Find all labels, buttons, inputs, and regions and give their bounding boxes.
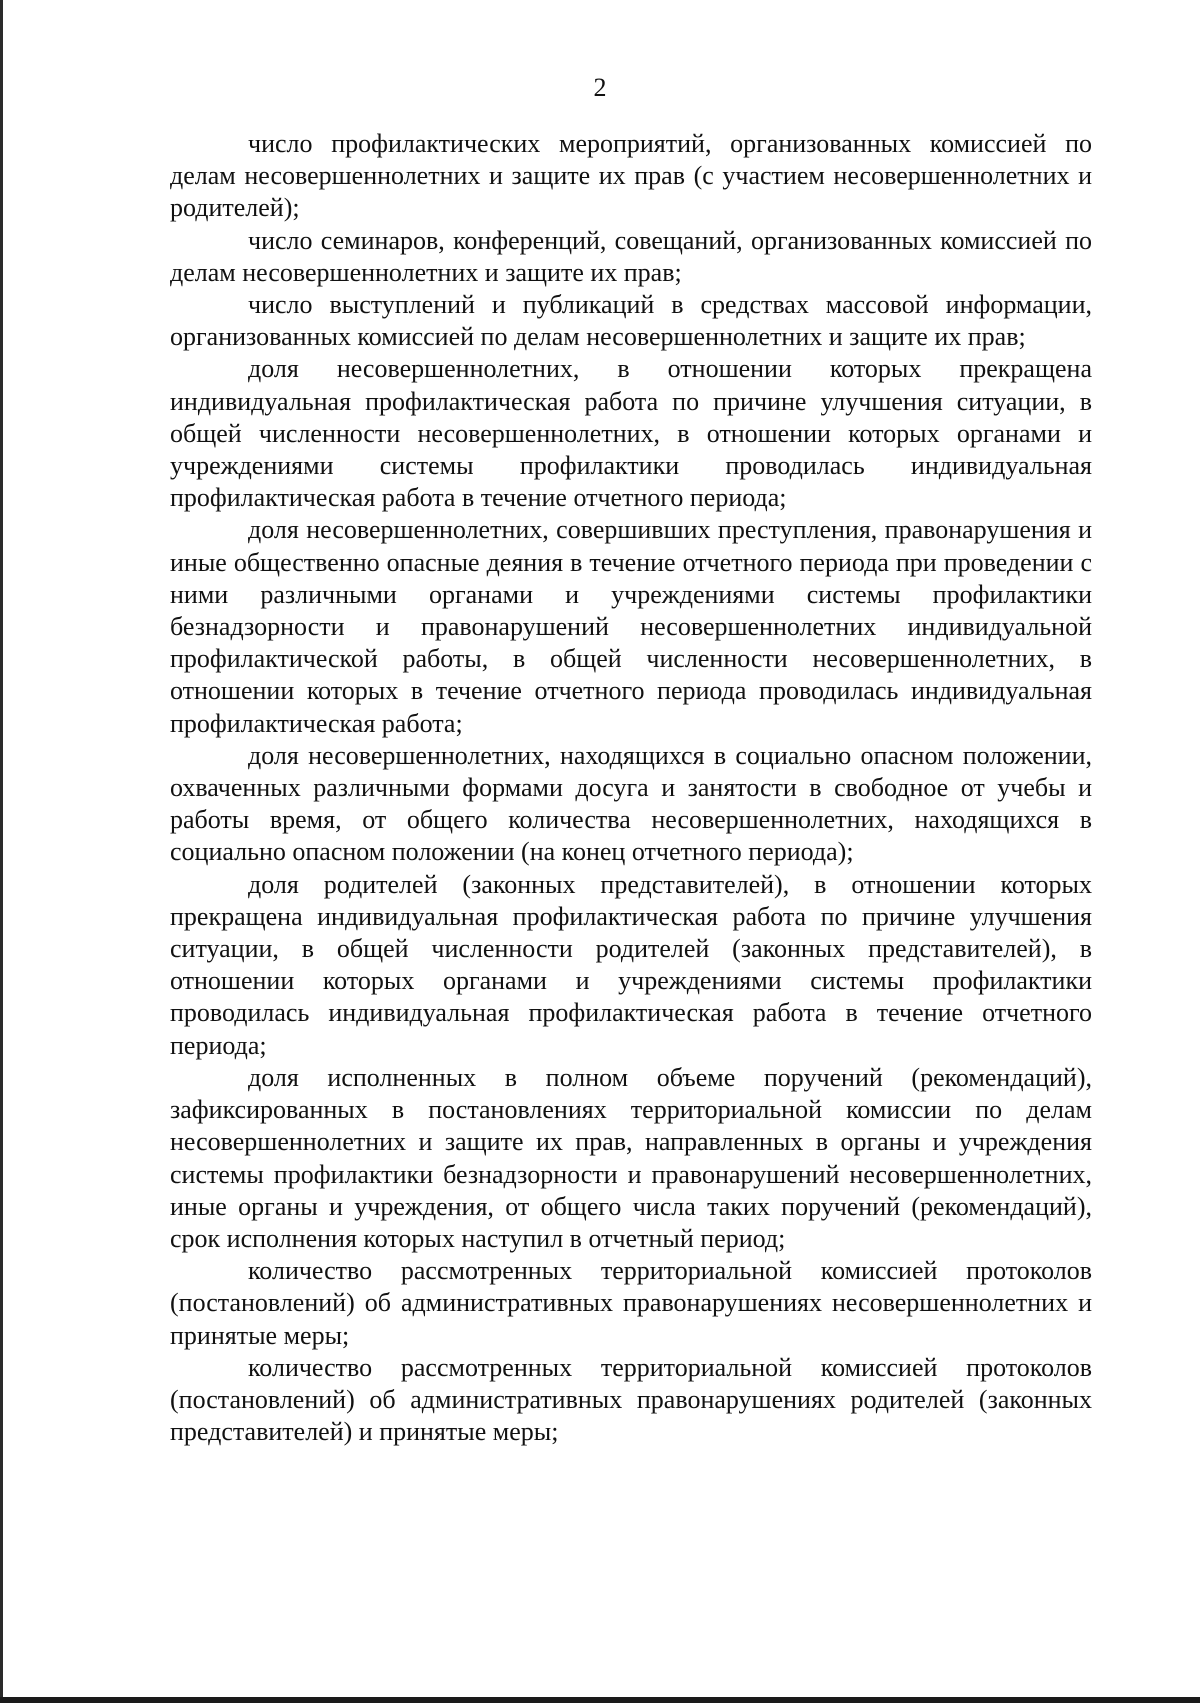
paragraph: доля несовершеннолетних, находящихся в социально опасном положении, охваченных различными формами досуга и занятости в свободное от учебы и работы время, от общего количества несовершеннолетних, находящихся в социально опасном положении (на конец отчетного периода);: [170, 740, 1092, 867]
page-number: 2: [593, 73, 607, 102]
paragraph: число профилактических мероприятий, организованных комиссией по делам несовершеннолетних и защите их прав (с участием несовершеннолетних и родителей);: [170, 129, 1092, 223]
paragraph: доля родителей (законных представителей), в отношении которых прекращена индивидуальная профилактическая работа по причине улучшения ситуации, в общей численности родителей (законных представителей), в отношении которых органами и учреждениями системы профилактики проводилась индивидуальная профилактическая работа в течение отчетного периода;: [170, 869, 1092, 1060]
paragraph: количество рассмотренных территориальной комиссией протоколов (постановлений) об административных правонарушениях несовершеннолетних и принятые меры;: [170, 1256, 1092, 1350]
paragraph: доля несовершеннолетних, в отношении которых прекращена индивидуальная профилактическая работа по причине улучшения ситуации, в общей численности несовершеннолетних, в отношении которых органами и учреждениями системы профилактики проводилась индивидуальная профилактическая работа в течение отчетного периода;: [170, 354, 1092, 513]
paragraph: число семинаров, конференций, совещаний, организованных комиссией по делам несовершеннолетних и защите их прав;: [170, 225, 1092, 287]
paragraph: число выступлений и публикаций в средствах массовой информации, организованных комиссией по делам несовершеннолетних и защите их прав;: [170, 290, 1092, 352]
paragraph: доля исполненных в полном объеме поручений (рекомендаций), зафиксированных в постановлениях территориальной комиссии по делам несовершеннолетних и защите их прав, направленных в органы и учреждения системы профилактики безнадзорности и правонарушений несовершеннолетних, иные органы и учреждения, от общего числа таких поручений (рекомендаций), срок исполнения которых наступил в отчетный период;: [170, 1062, 1092, 1253]
scan-left-edge: [0, 0, 3, 1703]
paragraph: количество рассмотренных территориальной комиссией протоколов (постановлений) об административных правонарушениях родителей (законных представителей) и принятые меры;: [170, 1352, 1092, 1447]
scan-bottom-edge: [0, 1697, 1200, 1703]
document-body: [170, 128, 1092, 1448]
paragraph: доля несовершеннолетних, совершивших преступления, правонарушения и иные общественно опасные деяния в течение отчетного периода при проведении с ними различными органами и учреждениями системы профилактики безнадзорности и правонарушений несовершеннолетних индивидуальной профилактической работы, в общей численности несовершеннолетних, в отношении которых в течение отчетного периода проводилась индивидуальная профилактическая работа;: [170, 515, 1092, 738]
